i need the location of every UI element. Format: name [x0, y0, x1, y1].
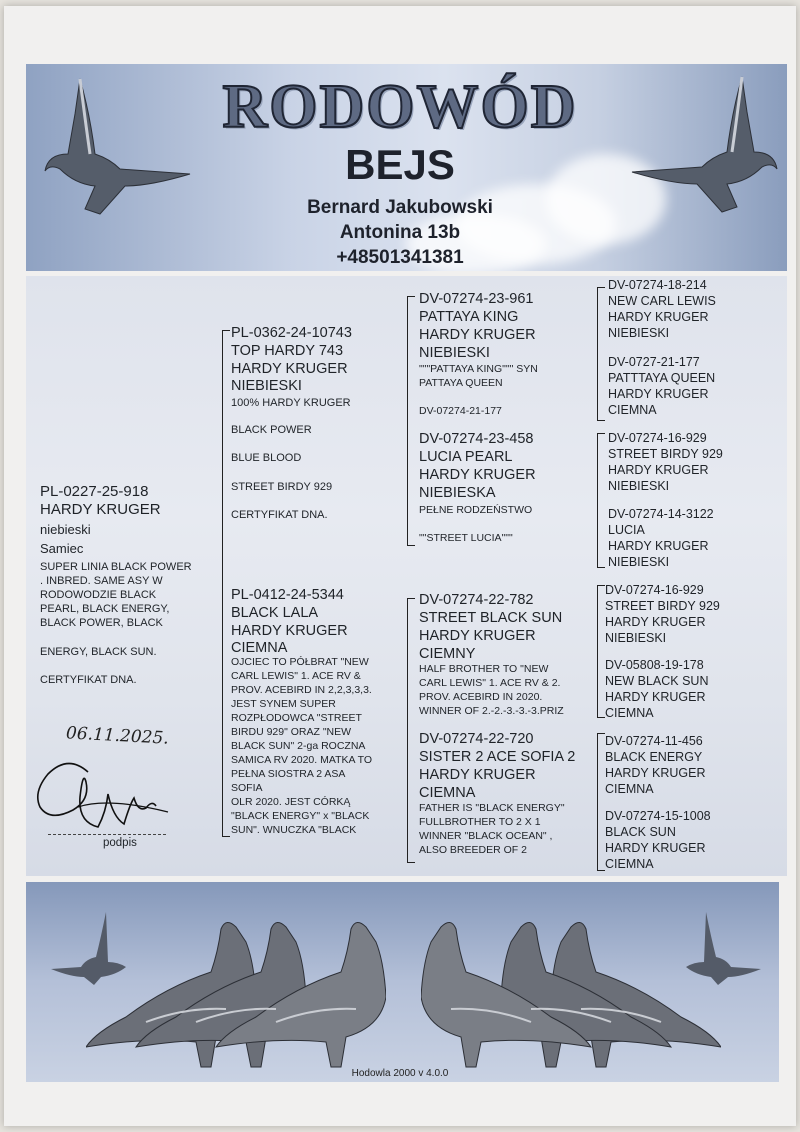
page-title: RODOWÓD — [222, 73, 578, 141]
ggp-ring: DV-07274-16-929 — [605, 583, 704, 597]
owner-address: Antonina 13b — [339, 222, 461, 243]
gp-note: PATTAYA QUEEN — [419, 377, 503, 389]
ggp-ring: DV-05808-19-178 — [605, 658, 704, 672]
dam-note: "BLACK ENERGY" x "BLACK — [231, 810, 370, 822]
tree-line — [597, 585, 605, 586]
tree-line — [597, 287, 598, 420]
tree-line — [597, 420, 605, 421]
gp-note: ""STREET LUCIA""" — [419, 532, 513, 544]
ggp-name: NEW BLACK SUN — [605, 674, 709, 688]
ggp-ring: DV-07274-18-214 — [608, 278, 707, 292]
gp-note: FATHER IS "BLACK ENERGY" — [419, 802, 565, 814]
gp-name: SISTER 2 ACE SOFIA 2 — [419, 749, 576, 765]
tree-line — [407, 545, 415, 546]
dam-note: BIRDU 929" ORAZ "NEW — [231, 726, 352, 738]
ggp-line: HARDY KRUGER — [608, 463, 709, 477]
subject-note: PEARL, BLACK ENERGY, — [40, 603, 170, 615]
ggp-color: CIEMNA — [608, 403, 657, 417]
gp-note: FULLBROTHER TO 2 X 1 — [419, 816, 541, 828]
dam-note: SOFIA — [231, 782, 263, 794]
subject-note: SUPER LINIA BLACK POWER — [40, 561, 192, 573]
tree-line — [597, 433, 598, 568]
dam-note: SAMICA RV 2020. MATKA TO — [231, 754, 373, 766]
dam-color: CIEMNA — [231, 640, 288, 656]
tree-line — [597, 567, 605, 568]
subject-color: niebieski — [40, 522, 91, 537]
ggp-line: HARDY KRUGER — [605, 841, 706, 855]
sire-note: BLACK POWER — [231, 424, 312, 436]
sire-color: NIEBIESKI — [231, 378, 302, 394]
gp-note: ALSO BREEDER OF 2 — [419, 844, 527, 856]
ggp-name: STREET BIRDY 929 — [608, 447, 723, 461]
gp-line: HARDY KRUGER — [419, 467, 536, 483]
gp-note: """PATTAYA KING""" SYN — [419, 363, 538, 375]
ggp-name: PATTTAYA QUEEN — [608, 371, 716, 385]
software-footer: Hodowla 2000 v 4.0.0 — [351, 1068, 449, 1079]
dam-note: BLACK SUN" 2-ga ROCZNA — [231, 740, 366, 752]
tree-line — [597, 433, 605, 434]
gp-note: WINNER OF 2.-2.-3.-3.-3.PRIZ — [419, 705, 564, 717]
tree-line — [597, 733, 605, 734]
sire-ring: PL-0362-24-10743 — [231, 325, 352, 341]
sire-note: CERTYFIKAT DNA. — [231, 509, 328, 521]
dam-note: PEŁNA SIOSTRA 2 ASA — [231, 768, 346, 780]
ggp-name: BLACK SUN — [605, 825, 676, 839]
sire-note: BLUE BLOOD — [231, 452, 302, 464]
gp-name: STREET BLACK SUN — [419, 610, 563, 626]
sire-note: STREET BIRDY 929 — [231, 481, 333, 493]
ggp-line: HARDY KRUGER — [608, 539, 709, 553]
gp-color: NIEBIESKI — [419, 345, 490, 361]
subject-sex: Samiec — [40, 541, 84, 556]
owner-name: Bernard Jakubowski — [307, 197, 493, 218]
dam-note: JEST SYNEM SUPER — [231, 698, 336, 710]
sire-note: 100% HARDY KRUGER — [231, 397, 351, 409]
dam-note: OLR 2020. JEST CÓRKĄ — [231, 796, 351, 808]
ggp-color: NIEBIESKI — [608, 326, 670, 340]
bottom-banner — [26, 882, 779, 1082]
gp-note: WINNER "BLACK OCEAN" , — [419, 830, 553, 842]
ggp-name: NEW CARL LEWIS — [608, 294, 716, 308]
gp-ring: DV-07274-23-961 — [419, 291, 534, 307]
gp-ring: DV-07274-22-720 — [419, 731, 534, 747]
gp-name: PATTAYA KING — [419, 309, 519, 325]
tree-line — [407, 598, 415, 599]
sire-name: TOP HARDY 743 — [231, 343, 344, 359]
tree-line-dam — [407, 598, 408, 863]
dam-note: SUN". WNUCZKA "BLACK — [231, 824, 357, 836]
ggp-ring: DV-07274-16-929 — [608, 431, 707, 445]
gp-color: CIEMNY — [419, 646, 476, 662]
tree-line-sire — [407, 296, 408, 546]
tree-line — [222, 330, 230, 331]
gp-ring: DV-07274-22-782 — [419, 592, 534, 608]
ggp-line: HARDY KRUGER — [605, 615, 706, 629]
gp-note: DV-07274-21-177 — [419, 405, 502, 417]
tree-line — [597, 717, 605, 718]
tree-line — [407, 862, 415, 863]
gp-line: HARDY KRUGER — [419, 628, 536, 644]
subject-note: . INBRED. SAME ASY W — [40, 575, 163, 587]
ggp-line: HARDY KRUGER — [608, 387, 709, 401]
gp-color: NIEBIESKA — [419, 485, 496, 501]
subject-ring: PL-0227-25-918 — [40, 483, 149, 500]
subject-note: ENERGY, BLACK SUN. — [40, 646, 157, 658]
ggp-name: STREET BIRDY 929 — [605, 599, 720, 613]
tree-line — [597, 585, 598, 718]
tree-line — [222, 836, 230, 837]
pigeon-standing-icon — [421, 907, 721, 1082]
ggp-color: CIEMNA — [605, 706, 654, 720]
ggp-ring: DV-07274-15-1008 — [605, 809, 711, 823]
signature-line — [48, 834, 166, 835]
gp-note: HALF BROTHER TO "NEW — [419, 663, 549, 675]
subject-note: CERTYFIKAT DNA. — [40, 674, 137, 686]
ggp-ring: DV-0727-21-177 — [608, 355, 700, 369]
dam-note: ROZPŁODOWCA "STREET — [231, 712, 362, 724]
tree-line — [597, 733, 598, 871]
ggp-name: BLACK ENERGY — [605, 750, 703, 764]
tree-line — [597, 870, 605, 871]
ggp-color: NIEBIESKI — [608, 555, 670, 569]
pigeon-standing-icon — [86, 907, 386, 1082]
owner-phone: +48501341381 — [336, 247, 464, 268]
tree-line — [597, 287, 605, 288]
tree-line-subject — [222, 330, 223, 837]
gp-name: LUCIA PEARL — [419, 449, 513, 465]
gp-note: PROV. ACEBIRD IN 2020. — [419, 691, 543, 703]
ggp-line: HARDY KRUGER — [605, 690, 706, 704]
subject-note: BLACK POWER, BLACK — [40, 617, 163, 629]
dam-note: CARL LEWIS" 1. ACE RV & — [231, 670, 361, 682]
signature-date: 06.11.2025. — [65, 723, 170, 749]
ggp-ring: DV-07274-11-456 — [605, 734, 703, 748]
gp-line: HARDY KRUGER — [419, 327, 536, 343]
gp-line: HARDY KRUGER — [419, 767, 536, 783]
ggp-name: LUCIA — [608, 523, 645, 537]
ggp-color: NIEBIESKI — [608, 479, 670, 493]
dam-name: BLACK LALA — [231, 605, 319, 621]
ggp-line: HARDY KRUGER — [608, 310, 709, 324]
gp-ring: DV-07274-23-458 — [419, 431, 534, 447]
tree-line — [407, 296, 415, 297]
ggp-ring: DV-07274-14-3122 — [608, 507, 714, 521]
ggp-color: CIEMNA — [605, 782, 654, 796]
signature-icon — [28, 752, 188, 840]
subject-name: HARDY KRUGER — [40, 501, 161, 518]
dam-ring: PL-0412-24-5344 — [231, 587, 344, 603]
subject-note: RODOWODZIE BLACK — [40, 589, 157, 601]
gp-note: PEŁNE RODZEŃSTWO — [419, 504, 533, 516]
dam-note: PROV. ACEBIRD IN 2,2,3,3,3. — [231, 684, 372, 696]
dam-note: OJCIEC TO PÓŁBRAT "NEW — [231, 656, 369, 668]
loft-name: BEJS — [345, 141, 455, 188]
ggp-line: HARDY KRUGER — [605, 766, 706, 780]
gp-note: CARL LEWIS" 1. ACE RV & 2. — [419, 677, 561, 689]
gp-color: CIEMNA — [419, 785, 476, 801]
dam-line: HARDY KRUGER — [231, 623, 348, 639]
ggp-color: CIEMNA — [605, 857, 654, 871]
sire-line: HARDY KRUGER — [231, 361, 348, 377]
ggp-color: NIEBIESKI — [605, 631, 667, 645]
signature-label: podpis — [103, 837, 137, 849]
